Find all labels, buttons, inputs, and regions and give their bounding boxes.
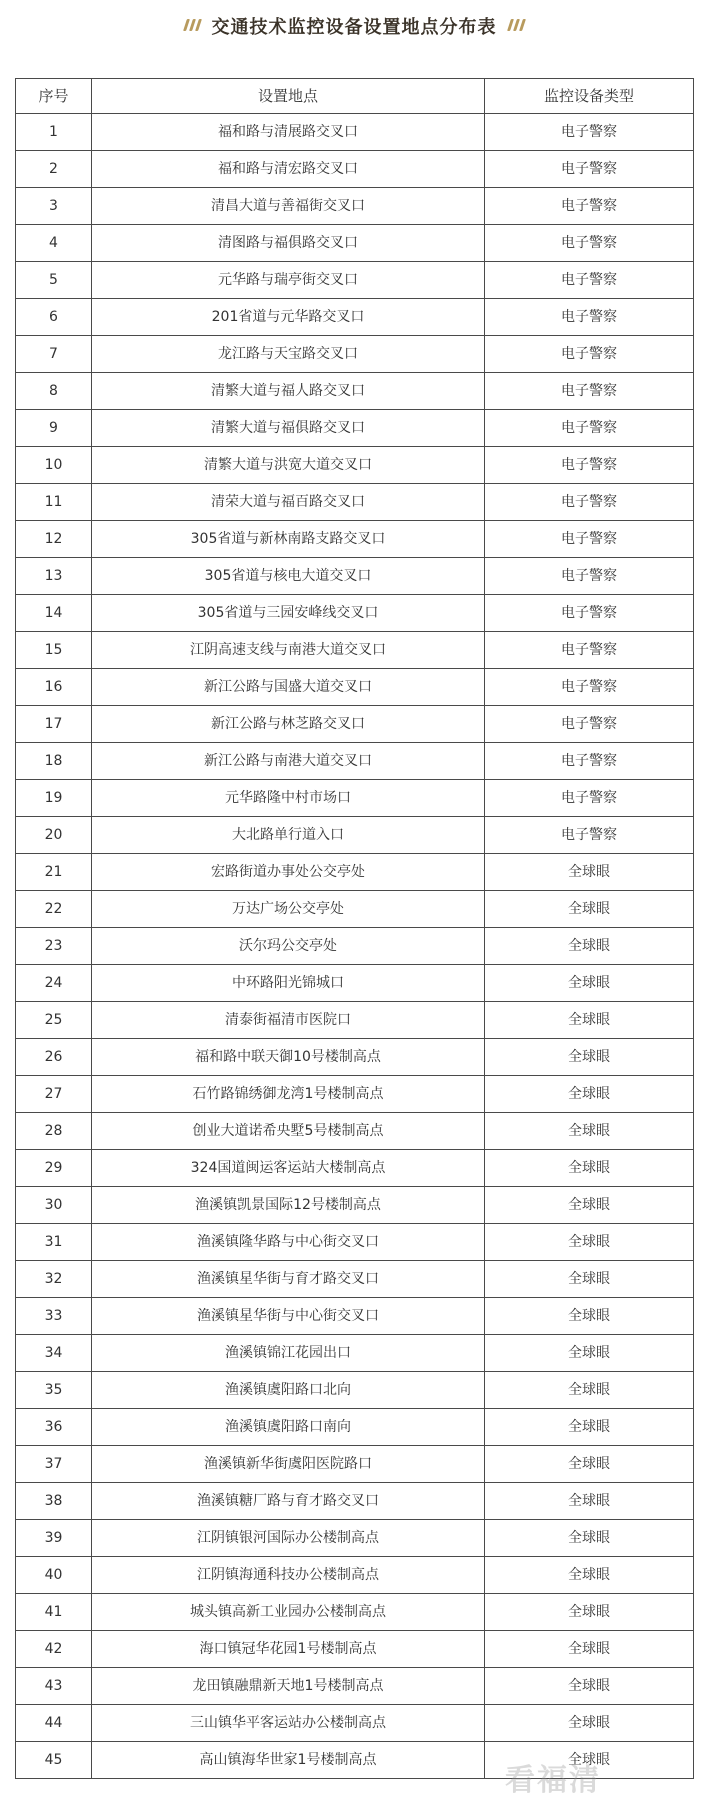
cell-device-type: 全球眼: [485, 1631, 694, 1668]
table-row: [16, 1113, 694, 1150]
cell-device-type: 全球眼: [485, 1520, 694, 1557]
cell-location: 渔溪镇星华街与育才路交叉口: [92, 1261, 485, 1298]
cell-location: 中环路阳光锦城口: [92, 965, 485, 1002]
cell-device-type: 全球眼: [485, 1668, 694, 1705]
cell-serial-number: 31: [16, 1224, 92, 1261]
cell-device-type: 全球眼: [485, 1409, 694, 1446]
table-row: [16, 188, 694, 225]
cell-serial-number: 40: [16, 1557, 92, 1594]
cell-serial-number: 22: [16, 891, 92, 928]
table-row: [16, 706, 694, 743]
table-row: [16, 1261, 694, 1298]
cell-device-type: 全球眼: [485, 1261, 694, 1298]
cell-serial-number: 29: [16, 1150, 92, 1187]
cell-serial-number: 6: [16, 299, 92, 336]
table-row: [16, 595, 694, 632]
table-row: [16, 558, 694, 595]
cell-serial-number: 37: [16, 1446, 92, 1483]
cell-device-type: 全球眼: [485, 1076, 694, 1113]
cell-location: 324国道闽运客运站大楼制高点: [92, 1150, 485, 1187]
table-row: [16, 1150, 694, 1187]
header-serial-number: 序号: [16, 79, 92, 114]
cell-location: 清繁大道与福俱路交叉口: [92, 410, 485, 447]
cell-serial-number: 8: [16, 373, 92, 410]
cell-location: 渔溪镇星华街与中心街交叉口: [92, 1298, 485, 1335]
cell-location: 渔溪镇新华街虞阳医院路口: [92, 1446, 485, 1483]
cell-device-type: 电子警察: [485, 114, 694, 151]
table-row: [16, 1298, 694, 1335]
cell-device-type: 电子警察: [485, 632, 694, 669]
cell-device-type: 全球眼: [485, 1039, 694, 1076]
cell-serial-number: 13: [16, 558, 92, 595]
table-row: [16, 521, 694, 558]
cell-device-type: 全球眼: [485, 1557, 694, 1594]
cell-serial-number: 33: [16, 1298, 92, 1335]
table-row: [16, 854, 694, 891]
table-row: [16, 151, 694, 188]
table-row: [16, 1594, 694, 1631]
cell-device-type: 全球眼: [485, 891, 694, 928]
table-row: [16, 1187, 694, 1224]
cell-device-type: 电子警察: [485, 558, 694, 595]
table-row: [16, 410, 694, 447]
cell-device-type: 电子警察: [485, 706, 694, 743]
cell-location: 清图路与福俱路交叉口: [92, 225, 485, 262]
cell-serial-number: 27: [16, 1076, 92, 1113]
table-row: [16, 225, 694, 262]
cell-location: 渔溪镇隆华路与中心街交叉口: [92, 1224, 485, 1261]
title-left-slash-icon: [185, 19, 200, 31]
cell-serial-number: 9: [16, 410, 92, 447]
cell-serial-number: 26: [16, 1039, 92, 1076]
cell-serial-number: 36: [16, 1409, 92, 1446]
cell-serial-number: 4: [16, 225, 92, 262]
cell-location: 清昌大道与善福街交叉口: [92, 188, 485, 225]
cell-location: 大北路单行道入口: [92, 817, 485, 854]
cell-device-type: 电子警察: [485, 484, 694, 521]
cell-location: 清繁大道与福人路交叉口: [92, 373, 485, 410]
cell-serial-number: 38: [16, 1483, 92, 1520]
table-row: [16, 336, 694, 373]
table-row: [16, 965, 694, 1002]
cell-serial-number: 23: [16, 928, 92, 965]
monitoring-locations-table: [15, 78, 694, 1779]
table-header-row: [16, 79, 694, 114]
cell-location: 渔溪镇虞阳路口北向: [92, 1372, 485, 1409]
cell-location: 创业大道诺希央墅5号楼制高点: [92, 1113, 485, 1150]
table-row: [16, 447, 694, 484]
table-row: [16, 891, 694, 928]
cell-device-type: 全球眼: [485, 1113, 694, 1150]
cell-device-type: 电子警察: [485, 188, 694, 225]
table-row: [16, 743, 694, 780]
table-body: [16, 114, 694, 1779]
cell-device-type: 全球眼: [485, 1187, 694, 1224]
table-row: [16, 1668, 694, 1705]
cell-location: 新江公路与国盛大道交叉口: [92, 669, 485, 706]
table-row: [16, 1224, 694, 1261]
cell-serial-number: 2: [16, 151, 92, 188]
cell-location: 福和路与清展路交叉口: [92, 114, 485, 151]
cell-device-type: 全球眼: [485, 1483, 694, 1520]
table-row: [16, 373, 694, 410]
cell-device-type: 电子警察: [485, 669, 694, 706]
cell-device-type: 电子警察: [485, 780, 694, 817]
cell-serial-number: 35: [16, 1372, 92, 1409]
cell-location: 渔溪镇凯景国际12号楼制高点: [92, 1187, 485, 1224]
cell-device-type: 全球眼: [485, 1335, 694, 1372]
cell-location: 福和路中联天御10号楼制高点: [92, 1039, 485, 1076]
cell-device-type: 电子警察: [485, 225, 694, 262]
cell-location: 305省道与核电大道交叉口: [92, 558, 485, 595]
cell-location: 宏路街道办事处公交亭处: [92, 854, 485, 891]
cell-location: 龙江路与天宝路交叉口: [92, 336, 485, 373]
cell-serial-number: 30: [16, 1187, 92, 1224]
cell-serial-number: 11: [16, 484, 92, 521]
cell-device-type: 全球眼: [485, 1150, 694, 1187]
table-row: [16, 484, 694, 521]
table-row: [16, 817, 694, 854]
cell-serial-number: 19: [16, 780, 92, 817]
cell-serial-number: 39: [16, 1520, 92, 1557]
cell-location: 三山镇华平客运站办公楼制高点: [92, 1705, 485, 1742]
table-row: [16, 928, 694, 965]
table-row: [16, 1483, 694, 1520]
cell-location: 305省道与新林南路支路交叉口: [92, 521, 485, 558]
table-row: [16, 632, 694, 669]
cell-device-type: 电子警察: [485, 817, 694, 854]
cell-device-type: 电子警察: [485, 447, 694, 484]
title-right-slash-icon: [509, 19, 524, 31]
cell-location: 清繁大道与洪宽大道交叉口: [92, 447, 485, 484]
table-row: [16, 262, 694, 299]
cell-location: 江阴高速支线与南港大道交叉口: [92, 632, 485, 669]
cell-location: 龙田镇融鼎新天地1号楼制高点: [92, 1668, 485, 1705]
cell-serial-number: 14: [16, 595, 92, 632]
cell-serial-number: 5: [16, 262, 92, 299]
cell-location: 新江公路与林芝路交叉口: [92, 706, 485, 743]
cell-location: 渔溪镇虞阳路口南向: [92, 1409, 485, 1446]
cell-location: 沃尔玛公交亭处: [92, 928, 485, 965]
cell-device-type: 全球眼: [485, 965, 694, 1002]
cell-device-type: 全球眼: [485, 1224, 694, 1261]
table-row: [16, 1039, 694, 1076]
cell-device-type: 电子警察: [485, 373, 694, 410]
cell-serial-number: 24: [16, 965, 92, 1002]
table-row: [16, 1631, 694, 1668]
cell-location: 福和路与清宏路交叉口: [92, 151, 485, 188]
cell-serial-number: 1: [16, 114, 92, 151]
table-row: [16, 1520, 694, 1557]
table-row: [16, 1002, 694, 1039]
table-row: [16, 1705, 694, 1742]
cell-serial-number: 18: [16, 743, 92, 780]
cell-serial-number: 45: [16, 1742, 92, 1779]
cell-location: 海口镇冠华花园1号楼制高点: [92, 1631, 485, 1668]
cell-location: 305省道与三园安峰线交叉口: [92, 595, 485, 632]
cell-location: 清泰街福清市医院口: [92, 1002, 485, 1039]
cell-serial-number: 20: [16, 817, 92, 854]
cell-device-type: 电子警察: [485, 521, 694, 558]
table-row: [16, 1335, 694, 1372]
table-row: [16, 1557, 694, 1594]
cell-serial-number: 15: [16, 632, 92, 669]
cell-device-type: 全球眼: [485, 1594, 694, 1631]
watermark: 看福清: [505, 1763, 601, 1798]
cell-device-type: 全球眼: [485, 1446, 694, 1483]
cell-device-type: 全球眼: [485, 1742, 694, 1779]
cell-device-type: 全球眼: [485, 1298, 694, 1335]
table-row: [16, 1409, 694, 1446]
table-row: [16, 1446, 694, 1483]
cell-device-type: 电子警察: [485, 262, 694, 299]
cell-serial-number: 25: [16, 1002, 92, 1039]
cell-serial-number: 42: [16, 1631, 92, 1668]
cell-location: 江阴镇银河国际办公楼制高点: [92, 1520, 485, 1557]
table-row: [16, 780, 694, 817]
cell-serial-number: 44: [16, 1705, 92, 1742]
cell-location: 元华路隆中村市场口: [92, 780, 485, 817]
cell-serial-number: 17: [16, 706, 92, 743]
cell-serial-number: 16: [16, 669, 92, 706]
cell-location: 石竹路锦绣御龙湾1号楼制高点: [92, 1076, 485, 1113]
cell-location: 高山镇海华世家1号楼制高点: [92, 1742, 485, 1779]
cell-location: 元华路与瑞亭街交叉口: [92, 262, 485, 299]
cell-location: 新江公路与南港大道交叉口: [92, 743, 485, 780]
cell-device-type: 全球眼: [485, 1372, 694, 1409]
cell-device-type: 电子警察: [485, 151, 694, 188]
cell-device-type: 电子警察: [485, 336, 694, 373]
table-row: [16, 299, 694, 336]
cell-location: 万达广场公交亭处: [92, 891, 485, 928]
table-row: [16, 669, 694, 706]
cell-device-type: 全球眼: [485, 1705, 694, 1742]
table-row: [16, 1076, 694, 1113]
cell-serial-number: 28: [16, 1113, 92, 1150]
table-row: [16, 1742, 694, 1779]
cell-serial-number: 34: [16, 1335, 92, 1372]
cell-location: 清荣大道与福百路交叉口: [92, 484, 485, 521]
cell-serial-number: 43: [16, 1668, 92, 1705]
cell-device-type: 电子警察: [485, 410, 694, 447]
cell-device-type: 全球眼: [485, 1002, 694, 1039]
header-location: 设置地点: [92, 79, 485, 114]
cell-serial-number: 12: [16, 521, 92, 558]
cell-device-type: 电子警察: [485, 743, 694, 780]
cell-device-type: 全球眼: [485, 928, 694, 965]
page-title: 交通技术监控设备设置地点分布表: [211, 17, 497, 38]
table-row: [16, 1372, 694, 1409]
cell-location: 江阴镇海通科技办公楼制高点: [92, 1557, 485, 1594]
page-title-bar: [0, 0, 708, 52]
cell-location: 渔溪镇糖厂路与育才路交叉口: [92, 1483, 485, 1520]
cell-serial-number: 32: [16, 1261, 92, 1298]
cell-location: 201省道与元华路交叉口: [92, 299, 485, 336]
cell-device-type: 全球眼: [485, 854, 694, 891]
table-row: [16, 114, 694, 151]
cell-device-type: 电子警察: [485, 299, 694, 336]
cell-serial-number: 10: [16, 447, 92, 484]
cell-device-type: 电子警察: [485, 595, 694, 632]
header-device-type: 监控设备类型: [485, 79, 694, 114]
cell-location: 渔溪镇锦江花园出口: [92, 1335, 485, 1372]
cell-serial-number: 41: [16, 1594, 92, 1631]
cell-serial-number: 7: [16, 336, 92, 373]
cell-location: 城头镇高新工业园办公楼制高点: [92, 1594, 485, 1631]
cell-serial-number: 21: [16, 854, 92, 891]
cell-serial-number: 3: [16, 188, 92, 225]
